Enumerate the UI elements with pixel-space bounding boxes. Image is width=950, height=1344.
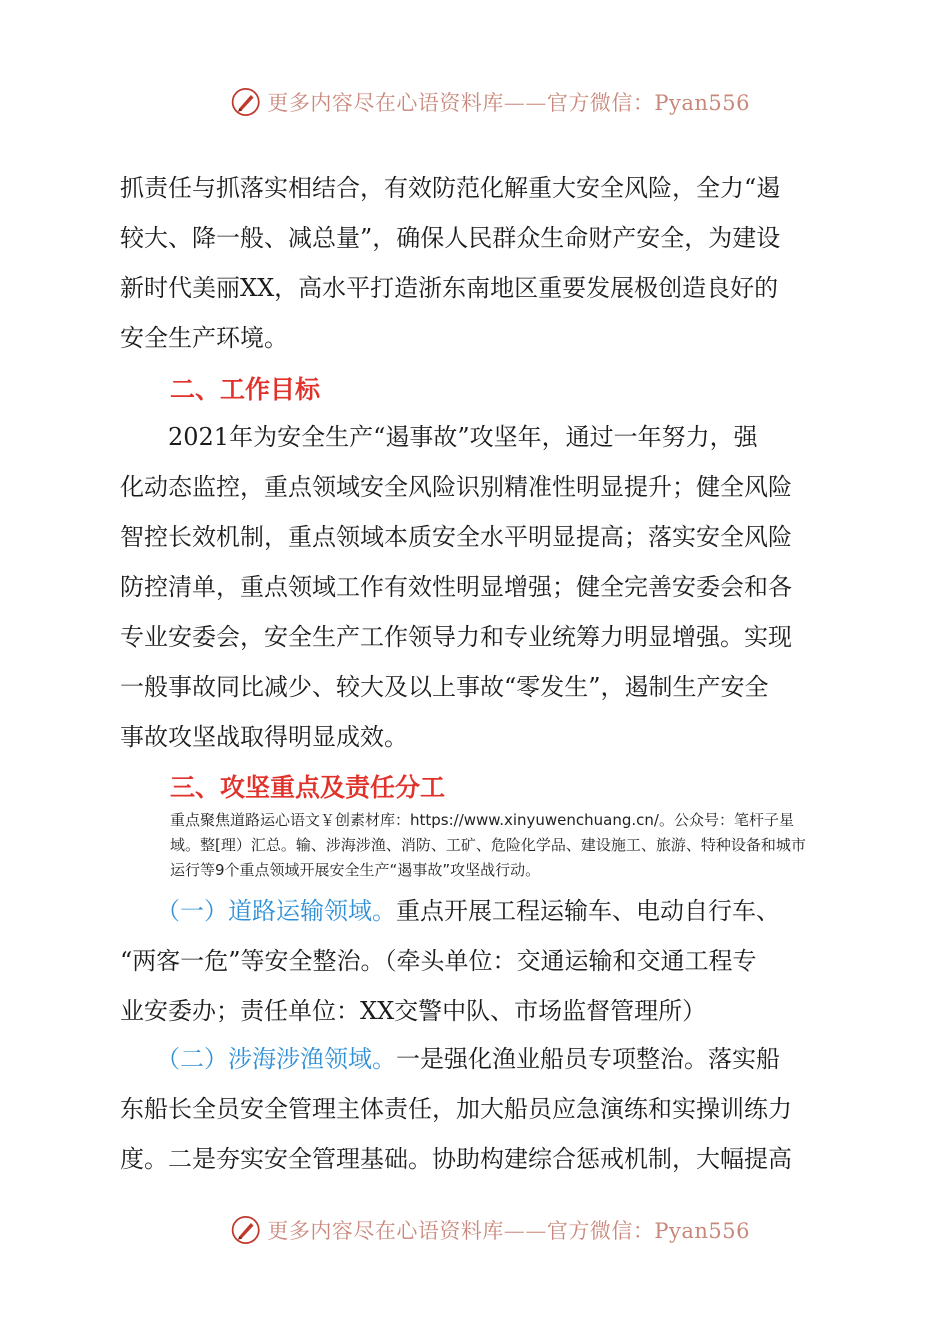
paragraph-intro: [120, 163, 832, 363]
banner-contact: 官方微信：Pyan556: [546, 91, 750, 115]
note-line: 域。整[理）汇总。输、涉海涉渔、消防、工矿、危险化学品、建设施工、旅游、特种设备和城市: [170, 836, 806, 854]
text-line: [120, 1034, 832, 1084]
section-heading-work-goals: 二、工作目标: [170, 375, 321, 404]
text-line: 安全生产环境。: [120, 324, 288, 352]
footer-banner: [230, 1210, 750, 1250]
text-line: 一般事故同比减少、较大及以上事故“零发生”，遏制生产安全: [120, 673, 769, 701]
header-banner: [230, 82, 750, 122]
text-line: [120, 886, 832, 936]
text-line: 专业安委会，安全生产工作领导力和专业统筹力明显增强。实现: [120, 623, 792, 651]
text-line: “两客一危”等安全整治。（牵头单位：交通运输和交通工程专: [120, 947, 757, 975]
banner-dash: ——: [503, 91, 547, 115]
note-line: 运行等9个重点领域开展安全生产“遏事故”攻坚战行动。: [170, 861, 541, 879]
banner-text: [267, 1215, 750, 1245]
text-segment: 一是强化渔业船员专项整治。落实船: [396, 1045, 780, 1073]
banner-title: 更多内容尽在心语资料库: [267, 91, 504, 115]
text-line: 2021年为安全生产“遏事故”攻坚年，通过一年努力，强: [120, 423, 758, 451]
text-line: 新时代美丽XX，高水平打造浙东南地区重要发展极创造良好的: [120, 274, 779, 302]
text-line: 度。二是夯实安全管理基础。协助构建综合惩戒机制，大幅提高: [120, 1145, 792, 1173]
pen-circle-logo-icon: [230, 1212, 261, 1248]
paragraph-road-transport: [120, 886, 832, 1036]
banner-dash: ——: [503, 1219, 547, 1243]
text-segment: 重点开展工程运输车、电动自行车、: [396, 897, 780, 925]
note-line: 重点聚焦道路运心语文￥创素材库：https://www.xinyuwenchuang.cn/。公众号：笔杆子星: [170, 811, 794, 829]
text-line: 智控长效机制，重点领域本质安全水平明显提高；落实安全风险: [120, 523, 792, 551]
banner-title: 更多内容尽在心语资料库: [267, 1219, 504, 1243]
paragraph-maritime-fishery: [120, 1034, 832, 1184]
banner-contact: 官方微信：Pyan556: [546, 1219, 750, 1243]
text-line: 较大、降一般、减总量”，确保人民群众生命财产安全，为建设: [120, 224, 781, 252]
text-line: 防控清单，重点领域工作有效性明显增强；健全完善安委会和各: [120, 573, 792, 601]
text-line: 业安委办；责任单位：XX交警中队、市场监督管理所）: [120, 997, 707, 1025]
text-line: 抓责任与抓落实相结合，有效防范化解重大安全风险，全力“遏: [120, 174, 781, 202]
note-paragraph: [170, 808, 832, 883]
banner-text: [267, 87, 750, 117]
subheading-maritime-fishery: （二）涉海涉渔领域。: [168, 1045, 396, 1073]
section-heading-key-tasks: 三、攻坚重点及责任分工: [170, 773, 446, 802]
pen-circle-logo-icon: [230, 84, 261, 120]
text-line: 化动态监控，重点领域安全风险识别精准性明显提升；健全风险: [120, 473, 792, 501]
text-line: 东船长全员安全管理主体责任，加大船员应急演练和实操训练力: [120, 1095, 792, 1123]
text-line: 事故攻坚战取得明显成效。: [120, 723, 408, 751]
subheading-road-transport: （一）道路运输领域。: [168, 897, 396, 925]
paragraph-goals: [120, 412, 832, 762]
